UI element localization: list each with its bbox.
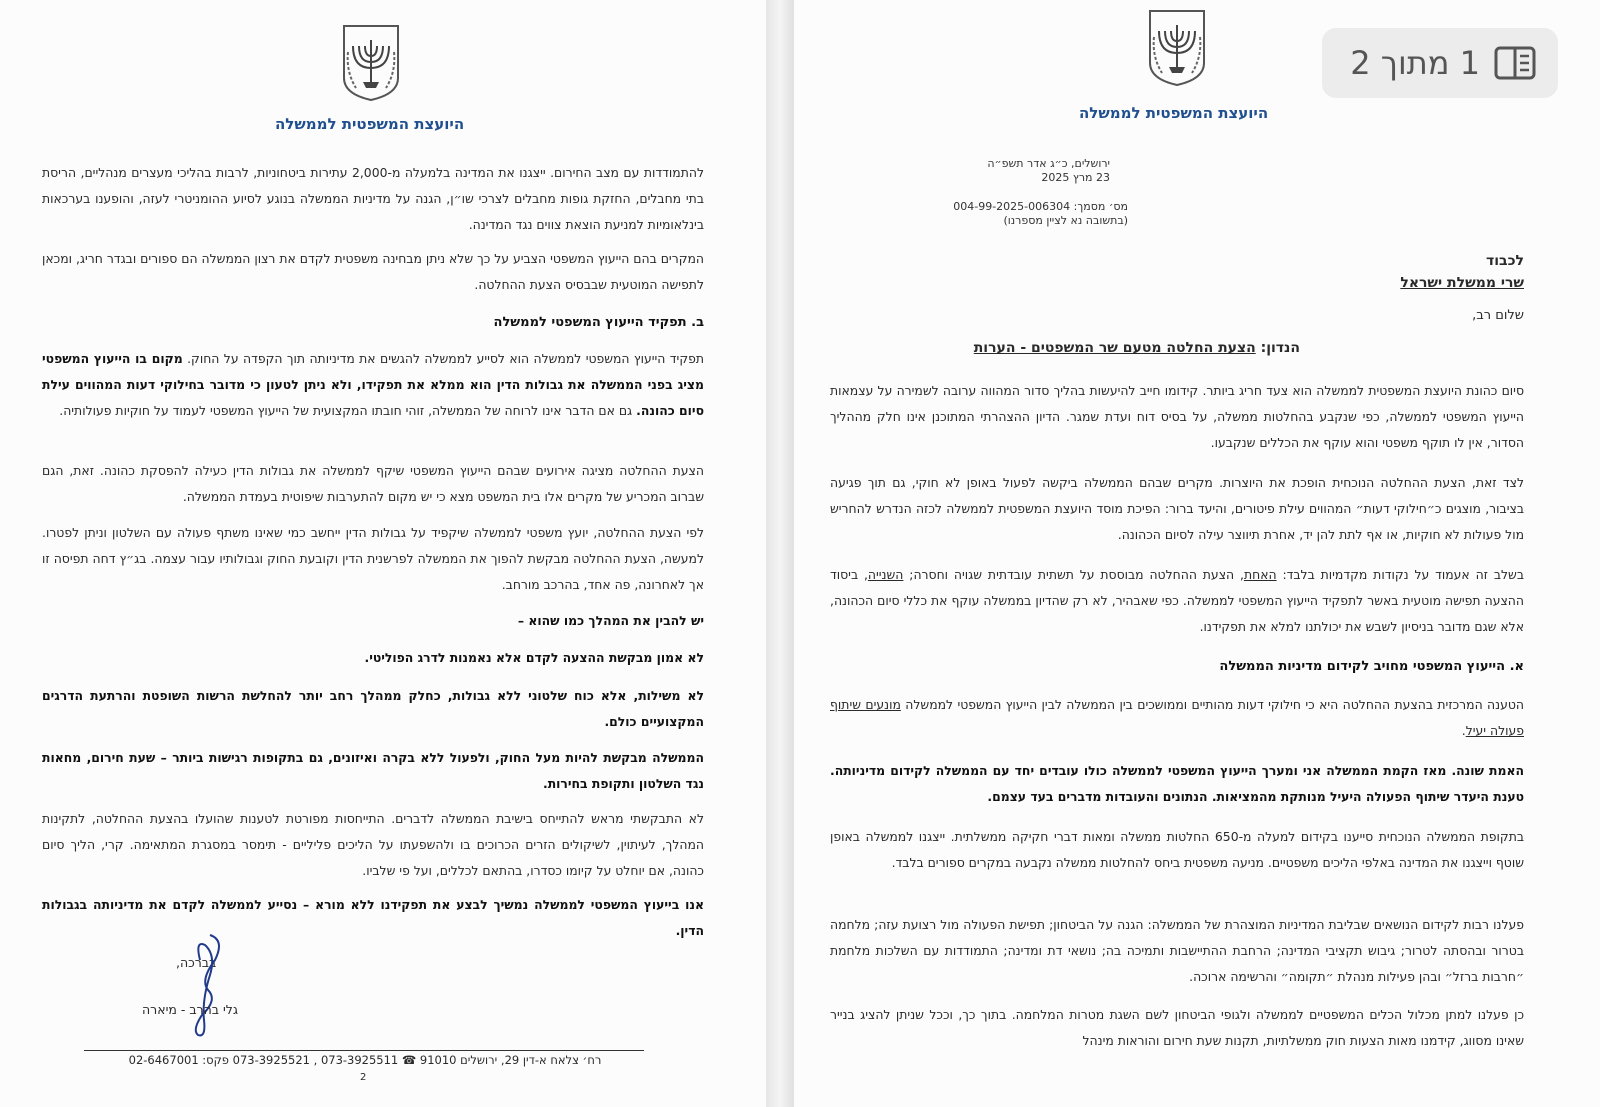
date-hebrew: ירושלים, כ״ג אדר תשפ״ה — [987, 157, 1110, 170]
document-number — [918, 200, 1128, 228]
sign-off: בברכה, — [176, 955, 217, 970]
paragraph: לפי הצעת ההחלטה, יועץ משפטי לממשלה שיקפיד על גבולות הדין ייחשב כמי שאינו משתף פעולה עם השלטון וניתן לפטרו. למעשה, הצעת ההחלטה מבקשת להפוך את הממשלה לפרשנית הדין וקובעת החוק וגבולותיו עבור עצמה. בג״ץ דחה תפיסה זו אך לאחרונה, פה אחד, בהרכב מורחב. — [42, 525, 704, 592]
letter-date — [910, 157, 1110, 185]
paragraph — [830, 562, 1524, 640]
greeting: שלום רב, — [1472, 308, 1524, 323]
page-gutter — [766, 0, 794, 1107]
paragraph: סיום כהונת היועצת המשפטית לממשלה הוא צעד חריג ביותר. קידומו חייב להיעשות בהליך סדור המהווה ערובה לשמירה על עצמאות הייעוץ המשפטי לממשלה, כפי שנקבע בהחלטות ממשלה, על בסיס דוח ועדת שמגר. הדיון ההצהרתי המתוכנן אינו חלק מההליך הסדור, אין לו תוקף משפטי והוא עוקף את הכללים שנקבעו. — [830, 383, 1524, 450]
doc-number-label: מס׳ מסמך: — [1073, 200, 1128, 213]
org-title: היועצת המשפטית לממשלה — [275, 115, 465, 133]
footer-address: רח׳ צלאח א-דין 29, ירושלים 91010 — [419, 1053, 602, 1067]
section-heading-b: ב. תפקיד הייעוץ המשפטי לממשלה — [493, 315, 704, 330]
paragraph: המקרים בהם הייעוץ המשפטי הצביע על כך שלא ניתן מבחינה משפטית לקדם את רצון הממשלה הם ספורים ובגדר חריג, ומכאן לתפישה המוטעית שבבסיס הצעת ההחלטה. — [42, 251, 704, 292]
bold-line: לא משילות, אלא כוח שלטוני ללא גבולות, כחלק ממהלך רחב יותר להחלשת הרשות השופטת והרתעת הדרגים המקצועיים כולם. — [42, 688, 704, 729]
phone-icon: ☎ — [401, 1053, 417, 1067]
paragraph-text: בשלב זה אעמוד על נקודות מקדמיות בלבד: — [1282, 567, 1524, 582]
paragraph — [42, 346, 704, 424]
signature-image — [180, 930, 230, 1040]
paragraph-text: , הצעת ההחלטה מבוססת על תשתית עובדתית שגויה וחסרה; — [909, 567, 1244, 582]
addressee — [1400, 250, 1524, 294]
paragraph — [830, 692, 1524, 744]
bold-line: יש להבין את המהלך כמו שהוא – — [517, 613, 704, 628]
subject-label: הנדון: — [1260, 340, 1300, 356]
paragraph: הצעת ההחלטה מציגה אירועים שבהם הייעוץ המשפטי שיקף לממשלה את גבולות הדין כעילה להפסקת כהונה. זאת, הגם שברוב המכריע של מקרים אלו בית המשפט מצא כי יש מקום להתערבות שיפוטית בעמדת הממשלה. — [42, 463, 704, 504]
page-indicator-text: 1 מתוך 2 — [1350, 44, 1480, 82]
paragraph: בתקופת הממשלה הנוכחית סייענו בקידום למעלה מ-650 החלטות ממשלה ומאות דברי חקיקה ממשלתית. ייצגנו לממשלה באופן שוטף וייצגנו את המדינה באלפי הליכים משפטיים. מניעה משפטית ביחס להחלטות ממשלה נקבעה במקרים ספורים בלבד. — [830, 829, 1524, 870]
closing-paragraph: אנו בייעוץ המשפטי לממשלה נמשיך לבצע את תפקידנו ללא מורא – נסייע לממשלה לקדם את מדיניותה בגבולות הדין. — [42, 897, 704, 938]
org-title: היועצת המשפטית לממשלה — [1079, 104, 1269, 122]
subject-line — [974, 340, 1300, 356]
doc-number-note: (בתשובה נא לציין מספרנו) — [1003, 214, 1128, 227]
paragraph: להתמודדות עם מצב החירום. ייצגנו את המדינה בלמעלה מ-2,000 עתירות ביטחוניות, לרבות בהליכי מעצרים מנהליים, הריסת בתי מחבלים, החזקת גופות מחבלים לצרכי שו״ן, הגנה על מדיניות הממשלה בנוגע לסיוע ההומניטרי לעזה, והופענו בערכאות בינלאומיות למניעת הוצאת צווים נגד המדינה. — [42, 165, 704, 232]
state-emblem-icon — [1144, 6, 1210, 88]
doc-number: 004-99-2025-006304 — [953, 200, 1071, 213]
state-emblem-icon — [338, 22, 404, 102]
paragraph-text: תפקיד הייעוץ המשפטי לממשלה הוא לסייע לממשלה להגשים את מדיניותה תוך הקפדה על החוק. — [187, 351, 704, 366]
subject-text: הצעת החלטה מטעם שר המשפטים - הערות — [973, 340, 1256, 356]
page-indicator[interactable] — [1322, 28, 1558, 98]
footer-divider — [84, 1050, 644, 1051]
paragraph: כן פעלנו למתן מכלול הכלים המשפטיים לממשלה ולגופי הביטחון לשם השגת מטרות המלחמה. בתוך כך, וככל שניתן להציג בנייר שאינו מסווג, קידמנו מאות הצעות חוק ממשלתיות, תקנות שעת חירום והוראות מינהל — [830, 1007, 1524, 1048]
section-heading-a: א. הייעוץ המשפטי מחויב לקידום מדיניות הממשלה — [1219, 659, 1524, 674]
paragraph-text: . — [1461, 723, 1466, 738]
footer-phones: 073-3925511 , 073-3925521 — [232, 1053, 399, 1067]
addressee-line: שרי ממשלת ישראל — [1400, 275, 1524, 291]
paragraph-text: , ביסוד ההצעה תפישה מוטעית באשר לתפקיד הייעוץ המשפטי לממשלה. כפי שאבהיר, לא רק שהדיון בממשלה עוקף את כללי סיום הכהונה, אלא שגם מדובר בניסיון לשבש את יכולתנו למלא את תפקידנו. — [830, 567, 1524, 634]
page-number: 2 — [360, 1072, 367, 1083]
paragraph: פעלנו רבות לקידום הנושאים שבליבת המדיניות המוצהרת של הממשלה: הגנה על הביטחון; תפישת הפעולה מול רצועת עזה; מלחמה בטרור ובהסתה לטרור; גיבוש תקציבי המדינה; הרחבת ההתיישבות ותמיכה בה; נושאי דת ומדינה; התמודדות עם השלכות מלחמת ״חרבות ברזל״ ובהן פעילות מנהלת ״תקומה״ והרשימה ארוכה. — [830, 917, 1524, 984]
bold-line: הממשלה מבקשת להיות מעל החוק, ולפעול ללא בקרה ואיזונים, גם בתקופות רגישות ביותר – שעת חירום, מחאות נגד השלטון ותקופת בחירות. — [42, 750, 704, 791]
paragraph-bold-text: מקום בו הייעוץ המשפטי מציג בפני הממשלה את גבולות הדין הוא ממלא את תפקידו, ולא ניתן לטעון כי מדובר בחילוקי דעות המהווים עילת סיום כהונה. — [42, 351, 704, 418]
underlined-text: השנייה — [867, 567, 904, 582]
document-page-2 — [0, 0, 766, 1107]
document-page-1 — [794, 0, 1600, 1107]
signer-name: גלי בהרב - מיארה — [142, 1002, 239, 1017]
paragraph: לצד זאת, הצעת ההחלטה הנוכחית הופכת את היוצרות. מקרים שבהם הממשלה ביקשה לפעול באופן לא חוקי, גם תוך פגיעה בציבור, מוצגים כ״חילוקי דעות״ המהווים עילת פיטורים, והיעד ברור: הפיכת מוסד היועצת המשפטית לממשלה לכזה הנדרש להחריש מול פעולות לא חוקיות, או אף לתת להן יד, אחרת תיווצר עילה לסיום הכהונה. — [830, 475, 1524, 542]
bold-line: לא אמון מבקשת ההצעה לקדם אלא נאמנות לדרג הפוליטי. — [364, 650, 704, 665]
date-gregorian: 23 מרץ 2025 — [1041, 171, 1110, 184]
book-open-icon — [1494, 46, 1536, 80]
underlined-text: מונעים שיתוף פעולה יעיל — [830, 697, 1524, 738]
footer-fax: פקס: 02-6467001 — [128, 1053, 229, 1067]
addressee-line: לכבוד — [1486, 253, 1524, 269]
bold-paragraph: האמת שונה. מאז הקמת הממשלה אני ומערך הייעוץ המשפטי לממשלה כולו עובדים יחד עם הממשלה לקידום מדיניותה. טענת היעדר שיתוף הפעולה היעיל מנותקת מהמציאות. הנתונים והעובדות מדברים בעד עצמם. — [830, 763, 1524, 804]
paragraph-text: גם אם הדבר אינו לרוחה של הממשלה, זוהי חובתו המקצועית של הייעוץ המשפטי לעמוד על חוקיות פעולותיה. — [59, 403, 633, 418]
paragraph: לא התבקשתי מראש להתייחס בישיבת הממשלה לדברים. התייחסות מפורטת לטענות שהועלו בהצעת ההחלטה, לתקינות המהלך, לעיתוין, לשיקולים הזרים הכרוכים בו ולהשפעתו על הליכים פליליים - תימסר במסגרת המתאימה. קרי, הליך סיום כהונה, אם יוחלט על קיומו כסדרו, בהתאם לכללים, ועל פי שלביו. — [42, 811, 704, 878]
footer — [90, 1053, 640, 1067]
paragraph-text: הטענה המרכזית בהצעת ההחלטה היא כי חילוקי דעות מהותיים וממושכים בין הממשלה לבין הייעוץ המשפטי לממשלה — [905, 697, 1524, 712]
underlined-text: האחת — [1243, 567, 1277, 582]
